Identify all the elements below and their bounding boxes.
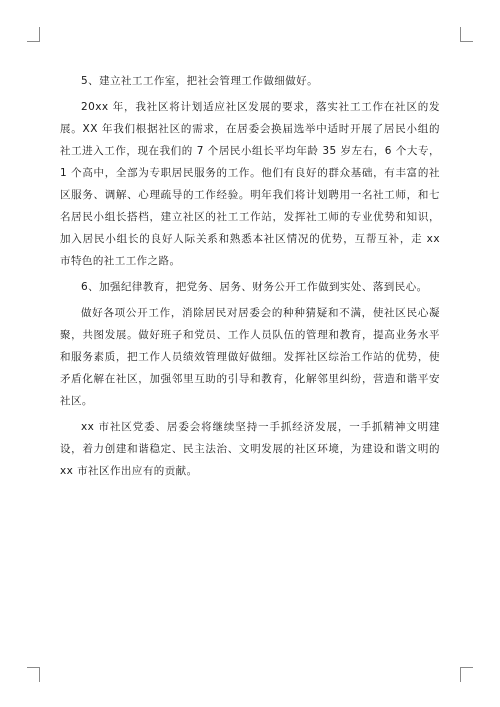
paragraph-public-affairs: 做好各项公开工作，消除居民对居委会的种种猜疑和不满，使社区民心凝聚，共图发展。做好班子和党员、工作人员队伍的管理和教育，提高业务水平和服务素质，把工作人员绩效管理做好做细。发挥社区综治工作站的优势，使矛盾化解在社区，加强邻里互助的引导和教育，化解邻里纠纷，营造和谐平安社区。 bbox=[60, 307, 440, 407]
crop-mark-bottom-right bbox=[460, 667, 473, 682]
crop-mark-top-left bbox=[27, 27, 40, 42]
document-body bbox=[60, 70, 440, 486]
paragraph-social-work-plan: 20xx 年，我社区将计划适应社区发展的要求，落实社工工作在社区的发展。XX 年我们根据社区的需求，在居委会换届选举中适时开展了居民小组的社工进入工作，现在我们的 7 个居民小组长平均年龄 35 岁左右，6 个大专，1 个高中，全部为专职居民服务的工作。他们有良好的群众基础，有丰富的社区服务、调解、心理疏导的工作经验。明年我们将计划聘用一名社工师，和七名居民小组长搭档，建立社区的社工工作站，发挥社工师的专业优势和知识，加入居民小组长的良好人际关系和熟悉本社区情况的优势，互帮互补，走 xx 市特色的社工工作之路。 bbox=[60, 101, 440, 267]
section-heading-6: 6、加强纪律教育，把党务、居务、财务公开工作做到实处、落到民心。 bbox=[81, 281, 428, 293]
paragraph-conclusion: xx 市社区党委、居委会将继续坚持一手抓经济发展，一手抓精神文明建设，着力创建和谐稳定、民主法治、文明发展的社区环境，为建设和谐文明的 xx 市社区作出应有的贡献。 bbox=[60, 421, 440, 477]
section-heading-5: 5、建立社工工作室，把社会管理工作做细做好。 bbox=[81, 75, 319, 87]
crop-mark-bottom-left bbox=[27, 667, 40, 682]
crop-mark-top-right bbox=[460, 27, 473, 42]
